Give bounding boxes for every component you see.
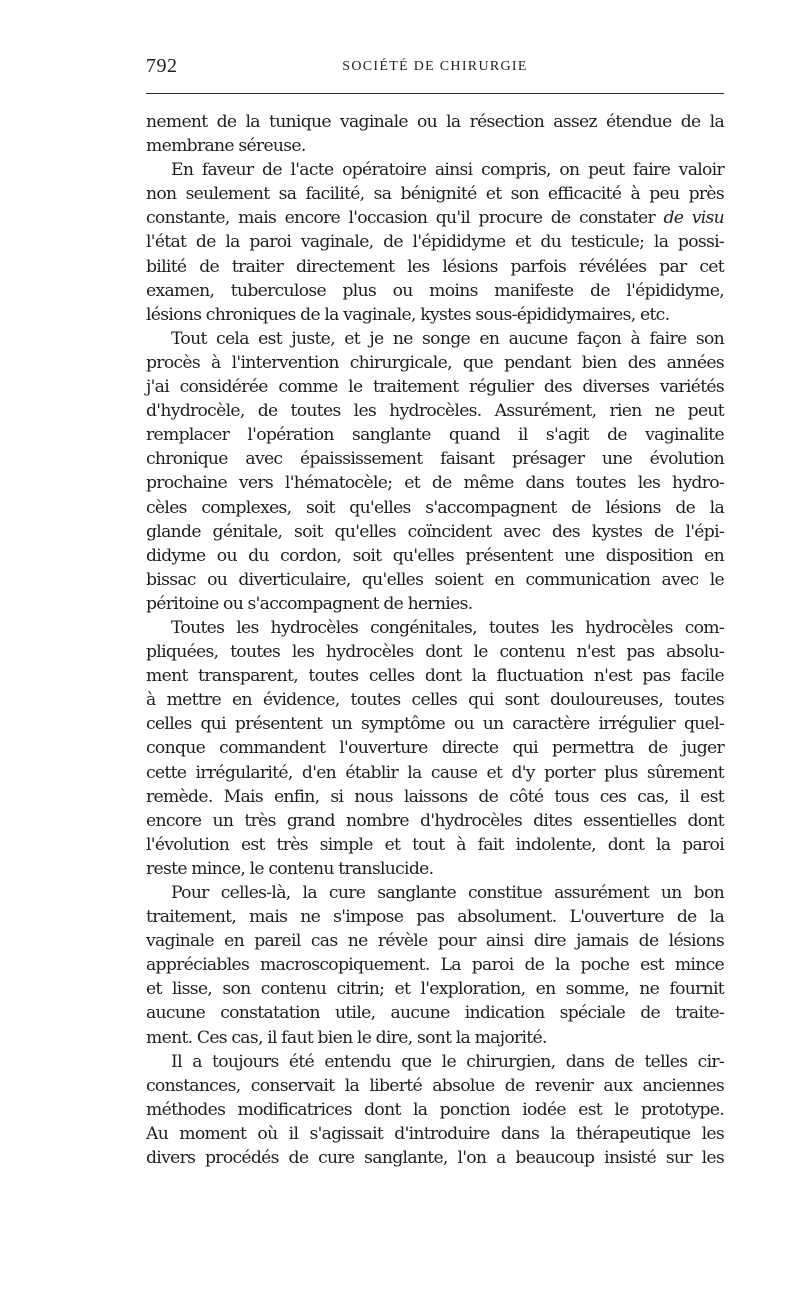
text-line: encore un très grand nombre d'hydrocèles dites essentielles dont [146,810,724,831]
italic-phrase: de visu [663,208,724,229]
text-line: examen, tuberculose plus ou moins manifeste de l'épididyme, [146,280,724,301]
text-line: d'hydrocèle, de toutes les hydrocèles. Assurément, rien ne peut [146,401,724,422]
text-line: cèles complexes, soit qu'elles s'accompagnent de lésions de la [146,497,724,518]
text-line: l'évolution est très simple et tout à fait indolente, dont la paroi [146,834,724,855]
paragraph-5 [146,881,724,1050]
text-line: prochaine vers l'hématocèle; et de même dans toutes les hydro- [146,473,724,494]
text-line: bissac ou diverticulaire, qu'elles soient en communication avec le [146,569,724,590]
text-line: cette irrégularité, d'en établir la cause et d'y porter plus sûrement [146,762,724,783]
text-line: vaginale en pareil cas ne révèle pour ainsi dire jamais de lésions [146,931,724,952]
text-line: constances, conservait la liberté absolue de revenir aux anciennes [146,1075,724,1096]
body-text [146,110,724,1170]
text-line: ment. Ces cas, il faut bien le dire, sont la majorité. [146,1027,547,1048]
text-line: conque commandent l'ouverture directe qui permettra de juger [146,738,724,759]
text-line: divers procédés de cure sanglante, l'on a beaucoup insisté sur les [146,1148,724,1169]
paragraph-6 [146,1050,724,1170]
text-line: ment transparent, toutes celles dont la fluctuation n'est pas facile [146,666,724,687]
text-line: traitement, mais ne s'impose pas absolument. L'ouverture de la [146,907,724,928]
page-number: 792 [146,55,178,77]
text-line: didyme ou du cordon, soit qu'elles présentent une disposition en [146,545,724,566]
text-line: j'ai considérée comme le traitement régulier des diverses variétés [146,377,724,398]
text-line: En faveur de l'acte opératoire ainsi compris, on peut faire valoir [171,160,724,181]
text-line: remède. Mais enfin, si nous laissons de côté tous ces cas, il est [146,786,724,807]
text-line: glande génitale, soit qu'elles coïncident avec des kystes de l'épi- [146,521,724,542]
text-line: chronique avec épaississement faisant présager une évolution [146,449,724,470]
text-line: procès à l'intervention chirurgicale, que pendant bien des années [146,352,724,373]
paragraph-4 [146,616,724,881]
text-line: aucune constatation utile, aucune indication spéciale de traite- [146,1003,724,1024]
text-line: Au moment où il s'agissait d'introduire dans la thérapeutique les [146,1123,724,1144]
text-line: Toutes les hydrocèles congénitales, toutes les hydrocèles com- [171,617,724,638]
text-line: reste mince, le contenu translucide. [146,858,434,879]
text-line: Tout cela est juste, et je ne songe en aucune façon à faire son [171,328,724,349]
text-line: et lisse, son contenu citrin; et l'exploration, en somme, ne fournit [146,979,724,1000]
text-line: pliquées, toutes les hydrocèles dont le contenu n'est pas absolu- [146,642,724,663]
running-head [146,52,724,80]
paragraph-1 [146,110,724,158]
text-line: à mettre en évidence, toutes celles qui sont douloureuses, toutes [146,690,724,711]
text-fragment: constante, mais encore l'occasion qu'il procure de constater [146,208,655,229]
text-line: appréciables macroscopiquement. La paroi de la poche est mince [146,955,724,976]
page [146,52,724,1170]
text-line: Pour celles-là, la cure sanglante constitue assurément un bon [171,883,724,903]
text-line: méthodes modificatrices dont la ponction iodée est le prototype. [146,1099,724,1120]
text-line: non seulement sa facilité, sa bénignité et son efficacité à peu près [146,184,724,205]
paragraph-2 [146,158,724,327]
text-line: membrane séreuse. [146,136,306,157]
text-line: nement de la tunique vaginale ou la résection assez étendue de la [146,112,724,132]
text-line-with-italic [146,206,724,230]
text-line: celles qui présentent un symptôme ou un caractère irrégulier quel- [146,714,724,735]
text-line: Il a toujours été entendu que le chirurgien, dans de telles cir- [171,1051,724,1072]
header-rule [146,93,724,94]
text-line: remplacer l'opération sanglante quand il s'agit de vaginalite [146,425,724,446]
text-line: l'état de la paroi vaginale, de l'épididyme et du testicule; la possi- [146,232,724,253]
journal-title: SOCIÉTÉ DE CHIRURGIE [342,59,528,74]
text-line: péritoine ou s'accompagnent de hernies. [146,593,473,614]
paragraph-3 [146,327,724,616]
text-line: bilité de traiter directement les lésions parfois révélées par cet [146,256,724,277]
text-line: lésions chroniques de la vaginale, kystes sous-épididymaires, etc. [146,304,670,325]
